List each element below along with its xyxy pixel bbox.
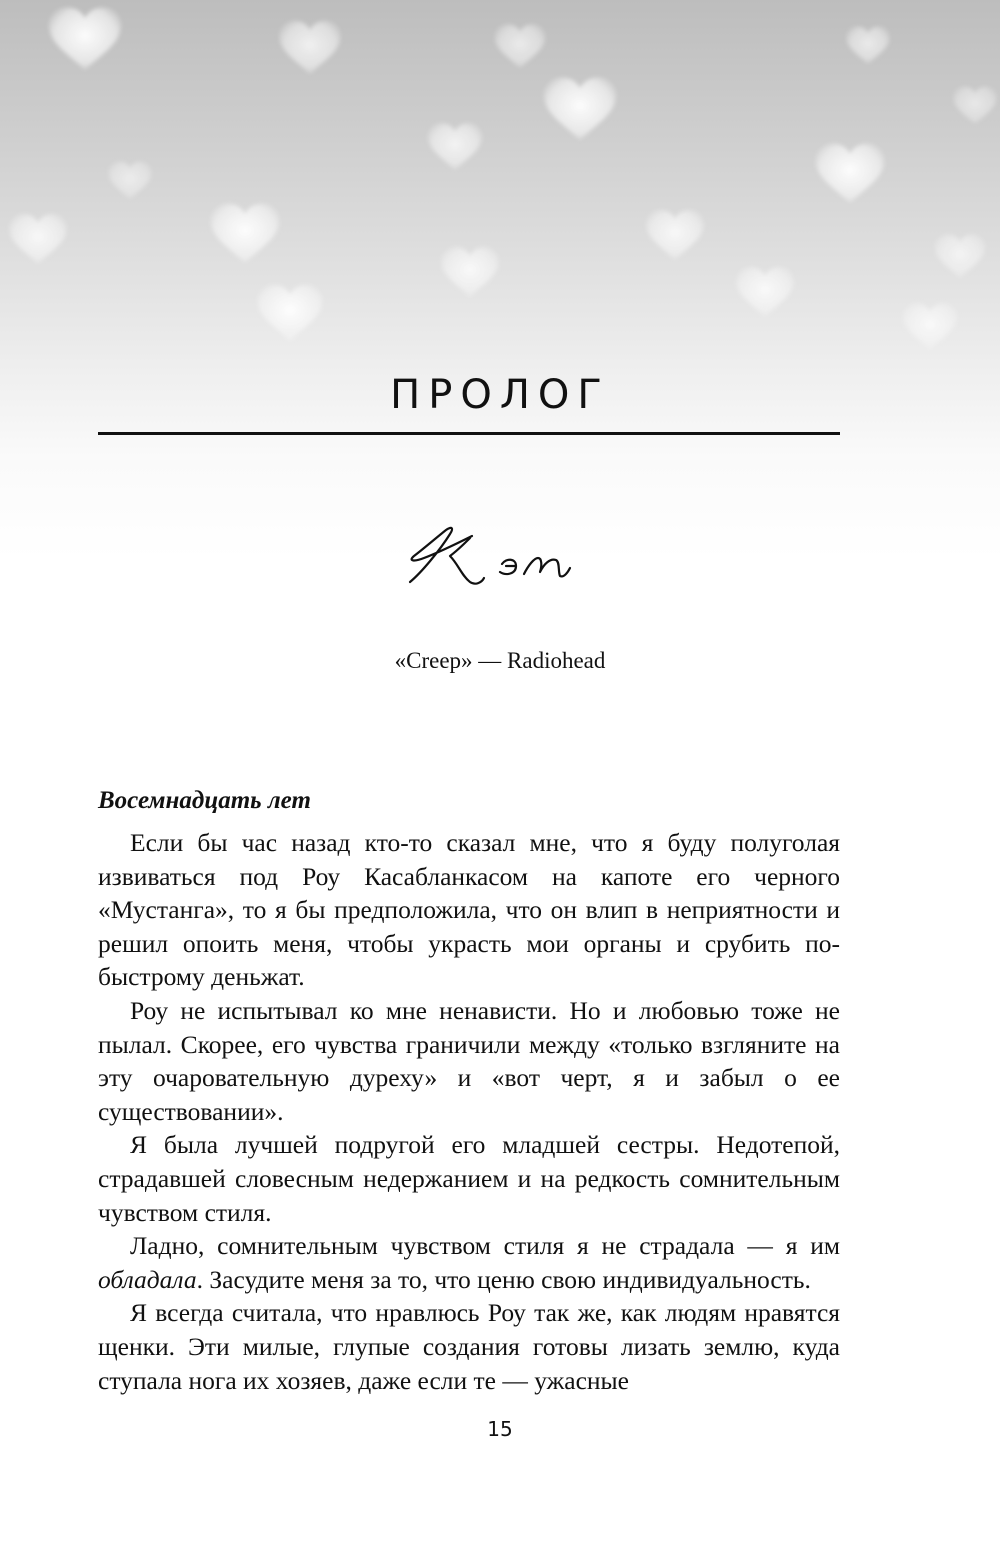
heart-shape	[258, 285, 323, 341]
narrator-signature	[0, 520, 1000, 604]
heart-shape	[428, 123, 482, 170]
heart-shape	[953, 87, 996, 124]
heart-shape	[544, 78, 616, 140]
heart-shape	[736, 267, 794, 317]
page-number: 15	[487, 1417, 513, 1441]
paragraph: Ладно, сомнительным чувством стиля я не страдала — я им обладала. Засудите меня за то, что ценю свою индивидуальность.	[98, 1231, 840, 1294]
heart-bokeh-decoration	[0, 0, 1000, 560]
song-epigraph: «Creep» — Radiohead	[394, 648, 606, 673]
heart-shape	[816, 144, 884, 203]
heart-shape	[441, 247, 499, 297]
body-text	[98, 826, 840, 1397]
heart-shape	[279, 21, 340, 74]
paragraph: Я всегда считала, что нравлюсь Роу так же, как людям нравятся щенки. Эти милые, глупые создания готовы лизать землю, куда ступала нога их хозяев, даже если те — ужасные	[98, 1298, 840, 1395]
paragraph: Роу не испытывал ко мне ненависти. Но и любовью тоже не пылал. Скорее, его чувства граничили между «только взгляните на эту очаровательную дуреху» и «вот черт, я и забыл о ее существовании».	[98, 995, 840, 1126]
section-heading: Восемнадцать лет	[98, 787, 311, 814]
heart-shape	[108, 162, 151, 199]
heart-shape	[495, 24, 545, 68]
heart-shape	[9, 214, 67, 264]
heart-shape	[903, 303, 957, 350]
heart-shape	[49, 8, 121, 70]
heart-shape	[935, 234, 985, 278]
emphasized-word: обладала	[98, 1264, 197, 1294]
paragraph: Я была лучшей подругой его младшей сестры. Недотепой, страдавшей словесным недержанием и на редкость сомнительным чувством стиля.	[98, 1130, 840, 1227]
chapter-title: ПРОЛОГ	[390, 372, 610, 418]
heart-shape	[211, 204, 279, 263]
heart-shape	[646, 210, 704, 260]
paragraph: Если бы час назад кто-то сказал мне, что я буду полуголая извиваться под Роу Касабланкасом на капоте его черного «Мустанга», то я бы предположила, что он влип в неприятности и решил опоить меня, чтобы украсть мои органы и срубить по-быстрому деньжат.	[98, 828, 840, 992]
title-divider	[98, 432, 840, 435]
heart-shape	[846, 27, 889, 64]
heart-bokeh-background	[0, 0, 1000, 560]
narrator-name-script	[400, 520, 600, 600]
